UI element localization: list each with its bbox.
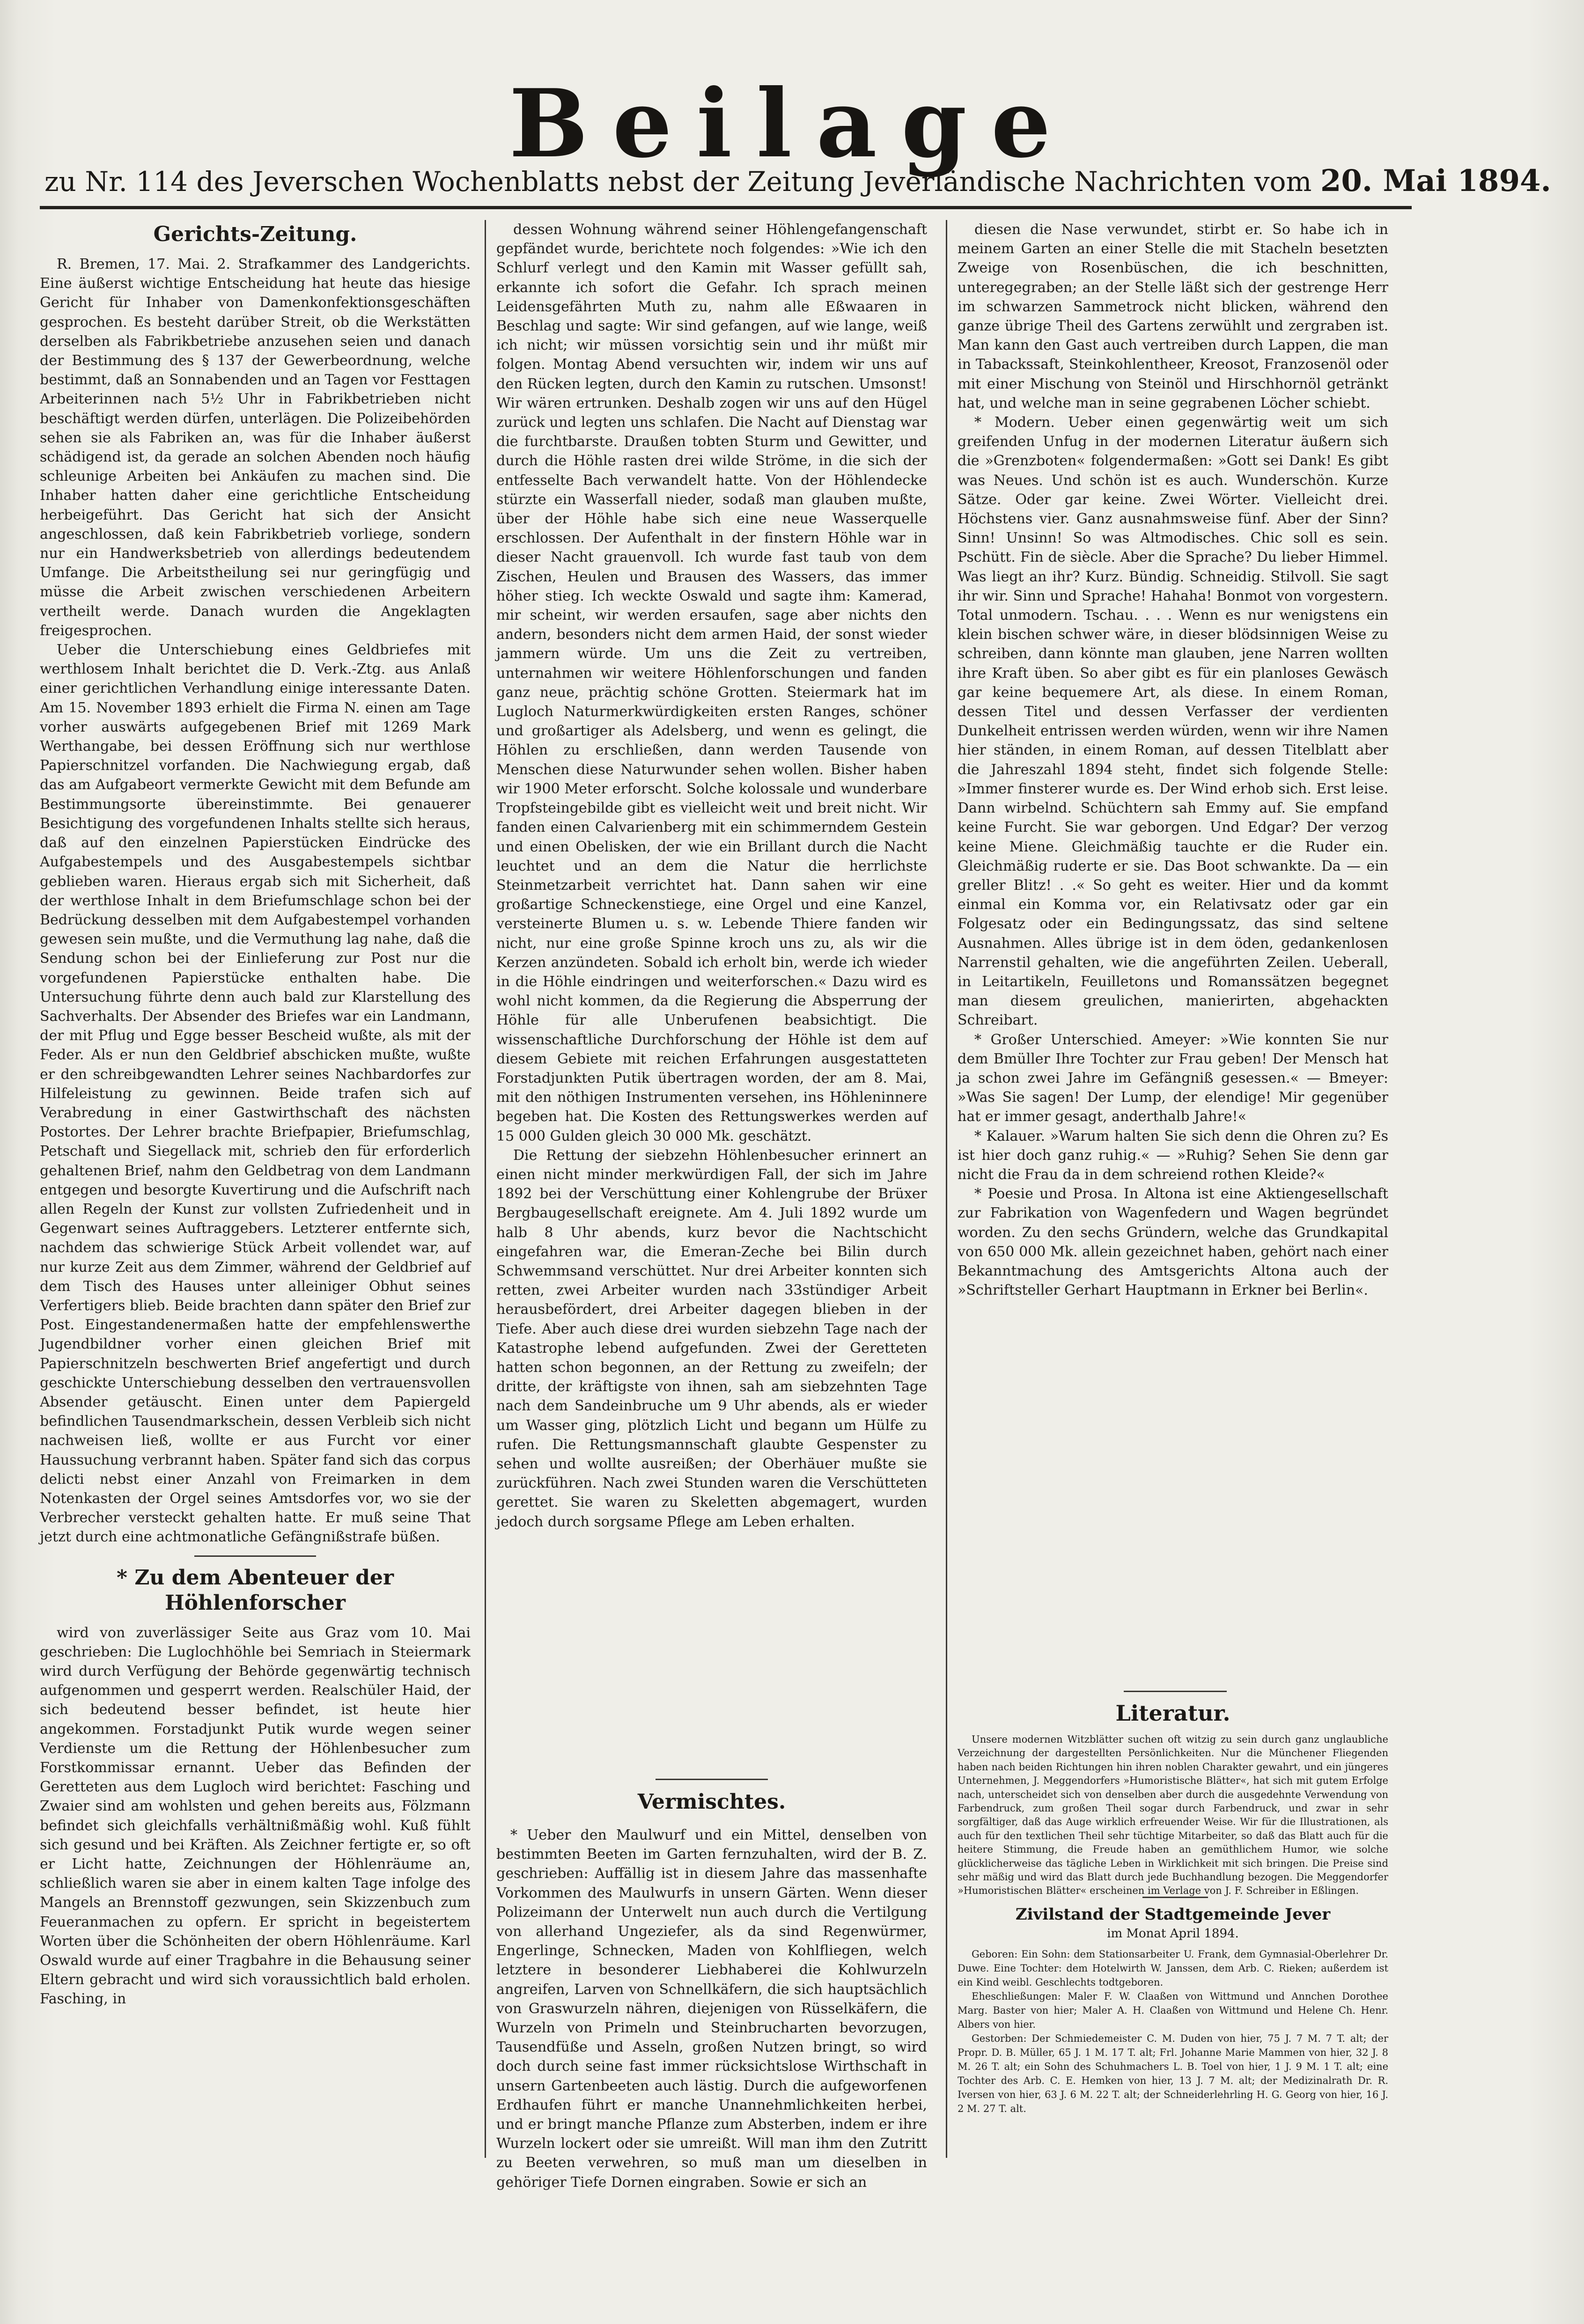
section-heading-vermischtes: Vermischtes. [637,1790,786,1814]
subtitle-text: zu Nr. 114 des Jeverschen Wochenblatts nebst der Zeitung Jeverländische Nachrichten vom [44,166,1312,198]
section-rule [1124,1691,1227,1692]
zivilstand-eheschliessungen: Eheschließungen: Maler F. W. Claaßen von Wittmund und Annchen Dorothee Marg. Baster von hier; Maler A. H. Claaßen von Wittmund und Helene Ch. Henr. Albers von hier. [958,1991,1388,2030]
article-rettung: Die Rettung der siebzehn Höhlenbesucher erinnert an einen nicht minder merkwürdigen Fall, der sich im Jahre 1892 bei der Verschüttung einer Kohlengrube der Brüxer Bergbaugesellschaft ereignete. Am 4. Juli 1892 wurde um halb 8 Uhr abends, kurz bevor die Nachtschicht eingefahren war, die Emeran-Zeche bei Bilin durch Schwemmsand verschüttet. Nur drei Arbeiter konnten sich retten, zwei Arbeiter wurden nach 33stündiger Arbeit herausbefördert, drei Arbeiter dagegen blieben in der Tiefe. Aber auch diese drei wurden siebzehn Tage nach der Katastrophe lebend aufgefunden. Zwei der Geretteten hatten schon begonnen, an der Rettung zu zweifeln; der dritte, der kräftigste von ihnen, sah am siebzehnten Tage nach dem Sandeinbruche um 9 Uhr abends, als er wieder um Wasser ging, plötzlich Licht und begann um Hülfe zu rufen. Die Rettungsmannschaft glaubte Gespenster zu sehen und wollte ausreißen; der Oberhäuer mußte sie zurückführen. Nach zwei Stunden waren die Verschütteten gerettet. Sie waren zu Skeletten abgemagert, wurden jedoch durch sorgsame Pflege am Leben erhalten. [496,1147,927,1530]
article-geldbrief: Ueber die Unterschiebung eines Geldbriefes mit werthlosem Inhalt berichtet die D. Verk.-Ztg. aus Anlaß einer gerichtlichen Verhandlung einige interessante Daten. Am 15. November 1893 erhielt die Firma N. einen am Tage vorher auswärts aufgegebenen Brief mit 1269 Mark Werthangabe, bei dessen Eröffnung sich nur werthlose Papierschnitzel vorfanden. Die Nachwiegung ergab, daß das am Aufgabeort vermerkte Gewicht mit dem Befunde am Bestimmungsorte übereinstimmte. Bei genauerer Besichtigung des vorgefundenen Inhalts stellte sich heraus, daß auf den einzelnen Papierstücken Eindrücke des Aufgabestempels und des Ausgabestempels sichtbar geblieben waren. Hieraus ergab sich mit Sicherheit, daß der werthlose Inhalt in dem Briefumschlage schon bei der Bedrückung desselben mit dem Aufgabestempel vorhanden gewesen sein mußte, und die Vermuthung lag nahe, daß die Sendung schon bei der Einlieferung zur Post nur die vorgefundenen Papierstücke enthalten habe. Die Untersuchung führte denn auch bald zur Klarstellung des Sachverhalts. Der Absender des Briefes war ein Landmann, der mit Pflug und Egge besser Bescheid wußte, als mit der Feder. Als er nun den Geldbrief abschicken mußte, wußte er den schreibgewandten Lehrer seines Nachbardorfes zur Hilfeleistung zu gewinnen. Beide trafen sich auf Verabredung in einer Gastwirthschaft des nächsten Postortes. Der Lehrer brachte Briefpapier, Briefumschlag, Petschaft und Siegellack mit, schrieb den für erforderlich gehaltenen Brief, nahm den Geldbetrag von dem Landmann entgegen und besorgte Kuvertirung und die Aufschrift nach allen Regeln der Kunst zur vollsten Zufriedenheit und in Gegenwart seines Auftraggebers. Letzterer entfernte sich, nachdem das schwierige Stück Arbeit vollendet war, auf nur kurze Zeit aus dem Zimmer, während der Geldbrief auf dem Tisch des Hauses unter alleiniger Obhut seines Verfertigers blieb. Beide brachten dann später den Brief zur Post. Eingestandenermaßen hatte der empfehlenswerthe Jugendbildner vorher einen gleichen Brief mit Papierschnitzeln beschwerten Brief angefertigt und durch geschickte Unterschiebung desselben den vertrauensvollen Absender getäuscht. Einen unter dem Papiergeld befindlichen Tausendmarkschein, dessen Verbleib sich nicht nachweisen ließ, wollte er aus Furcht vor einer Haussuchung verbrannt haben. Später fand sich das corpus delicti nebst einer Anzahl von Freimarken in dem Notenkasten der Orgel seines Amtsdorfes vor, wo sie der Verbrecher versteckt gehalten hatte. Er muß seine That jetzt durch eine achtmonatliche Gefängnißstrafe büßen. [40,642,471,1546]
masthead-title: Beilage [509,69,1075,179]
column-rule [946,220,947,2158]
section-heading-gerichts: Gerichts-Zeitung. [153,222,357,246]
article-hoehle-cont: dessen Wohnung während seiner Höhlengefangenschaft gepfändet wurde, berichtete noch folgendes: »Wie ich den Schlurf verlegt und den Kamin mit Wasser gefüllt sah, erkannte ich sofort die Gefahr. Ich sprach meinen Leidensgefährten Muth zu, nahm alle Eßwaaren in Beschlag und sagte: Wir sind gefangen, auf wie lange, weiß ich nicht; wir müssen vorsichtig sein und ihr müßt mir folgen. Montag Abend versuchten wir, indem wir uns auf den Rücken legten, durch den Kamin zu rutschen. Umsonst! Wir wären ertrunken. Deshalb zogen wir uns auf den Hügel zurück und legten uns schlafen. Die Nacht auf Dienstag war die furchtbarste. Draußen tobten Sturm und Gewitter, und durch die Höhle rasten drei wilde Ströme, in die sich der entfesselte Bach verwandelt hatte. Von der Höhlendecke stürzte ein Wasserfall nieder, sodaß man glauben mußte, über der Höhle habe sich eine neue Wasserquelle erschlossen. Der Aufenthalt in der finstern Höhle war in dieser Nacht grauenvoll. Ich wurde fast taub von dem Zischen, Heulen und Brausen des Wassers, das immer höher stieg. Ich weckte Oswald und sagte ihm: Kamerad, mir scheint, wir werden ersaufen, sage aber nichts den andern, besonders nicht dem armen Haid, der sonst wieder jammern würde. Um uns die Zeit zu vertreiben, unternahmen wir weitere Höhlenforschungen und fanden ganz neue, prächtig schöne Grotten. Steiermark hat im Lugloch Naturmerkwürdigkeiten ersten Ranges, schöner und großartiger als Adelsberg, und wenn es gelingt, die Höhlen zu erschließen, dann werden Tausende von Menschen diese Naturwunder sehen wollen. Bisher haben wir 1900 Meter erforscht. Solche kolossale und wunderbare Tropfsteingebilde gibt es vielleicht weit und breit nicht. Wir fanden einen Calvarienberg mit ein schimmerndem Gestein und einen Obelisken, der wie ein Brillant durch die Nacht leuchtet und an dem die Natur die herrlichste Steinmetzarbeit verrichtet hat. Dann sahen wir eine großartige Schneckenstiege, eine Orgel und eine Kanzel, versteinerte Blumen u. s. w. Lebende Thiere fanden wir nicht, nur eine große Spinne kroch uns zu, als wir die Kerzen anzündeten. Sobald ich erholt bin, werde ich wieder in die Höhle eindringen und weiterforschen.« Dazu wird es wohl nicht kommen, da die Regierung die Absperrung der Höhle für alle Unberufenen beabsichtigt. Die wissenschaftliche Durchforschung der Höhle ist dem auf diesem Gebiete mit reichen Erfahrungen ausgestatteten Forstadjunkten Putik übertragen worden, der am 8. Mai, mit den nöthigen Instrumenten versehen, ins Höhleninnere begeben hat. Die Kosten des Rettungswerkes werden auf 15 000 Gulden gleich 30 000 Mk. geschätzt. [496,221,927,1144]
zivilstand-month: im Monat April 1894. [1107,1927,1239,1941]
masthead-subtitle [44,163,1551,198]
article-bremen: R. Bremen, 17. Mai. 2. Strafkammer des Landgerichts. Eine äußerst wichtige Entscheidung hat heute das hiesige Gericht für Inhaber von Damenkonfektionsgeschäften gesprochen. Es besteht darüber Streit, ob die Werkstätten derselben als Fabrikbetriebe anzusehen seien und danach der Bestimmung des § 137 der Gewerbeordnung, welche bestimmt, daß an Sonnabenden und an Tagen vor Festtagen Arbeiterinnen nach 5½ Uhr in Fabrikbetrieben nicht beschäftigt werden dürfen, unterlägen. Die Polizeibehörden sehen sie als Fabriken an, was für die Inhaber äußerst schädigend ist, da gerade an solchen Abenden noch häufig schleunige Arbeiten bei Ankäufen zu machen sind. Die Inhaber hatten daher eine gerichtliche Entscheidung herbeigeführt. Das Gericht hat sich der Ansicht angeschlossen, daß kein Fabrikbetrieb vorliege, sondern nur ein Handwerksbetrieb von allerdings bedeutendem Umfange. Die Arbeitstheilung sei nur geringfügig und müsse die Arbeit zwischen verschiedenen Arbeitern vertheilt werde. Danach wurden die Angeklagten freigesprochen. [40,256,471,639]
article-hoehlenforscher: wird von zuverlässiger Seite aus Graz vom 10. Mai geschrieben: Die Luglochhöhle bei Semriach in Steiermark wird durch Verfügung der Behörde gegenwärtig technisch aufgenommen und gesperrt werden. Realschüler Haid, der sich bedeutend besser befindet, ist heute hier angekommen. Forstadjunkt Putik wurde wegen seiner Verdienste um die Rettung der Höhlenbesucher zum Forstkommissar ernannt. Ueber das Befinden der Geretteten aus dem Lugloch wird berichtet: Fasching und Zwaier sind am wohlsten und gehen bereits aus, Fölzmann befindet sich gleichfalls verhältnißmäßig wohl. Kuß fühlt sich gesund und bei Kräften. Als Zeichner fertigte er, so oft er Licht hatte, Zeichnungen der Höhlenräume an, schließlich waren sie aber in einem kalten Tage infolge des Mangels an Brennstoff gezwungen, sein Skizzenbuch zum Feueranmachen zu opfern. Er spricht in begeistertem Worten über die Schönheiten der obern Höhlenräume. Karl Oswald wurde auf einer Tragbahre in die Behausung seiner Eltern gebracht und wird sich voraussichtlich bald erholen. Fasching, in [40,1624,471,2008]
article-poesie: * Poesie und Prosa. In Altona ist eine Aktiengesellschaft zur Fabrikation von Wagenfedern und Wagen begründet worden. Zu den sechs Gründern, welche das Grundkapital von 650 000 Mk. allein gezeichnet haben, gehört nach einer Bekanntmachung des Amtsgerichts Altona auch der »Schriftsteller Gerhart Hauptmann in Erkner bei Berlin«. [958,1186,1388,1299]
literatur-text: Unsere modernen Witzblätter suchen oft witzig zu sein durch ganz unglaubliche Verzeichnung der dargestellten Persönlichkeiten. Nur die Münchener Fliegenden haben nach beiden Richtungen hin ihren noblen Charakter gewahrt, und ein jüngeres Unternehmen, J. Meggendorfers »Humoristische Blätter«, hat sich mit gutem Erfolge nach, unterscheidet sich von denselben aber durch die ausgedehnte Verwendung von Farbendruck, zum großen Theil sogar durch Farbendruck, und zwar in sehr sorgfältiger, daß das Auge wirklich erfreuender Weise. Wir für die Illustrationen, als auch für den textlichen Theil sehr tüchtige Mitarbeiter, so daß das Blatt auch für die heitere Stimmung, die Freude haben an gemüthlichem Humor, wie solche glücklicherweise das tägliche Leben in Wirklichkeit mit sich bringen. Die Preise sind sehr mäßig und wird das Blatt durch jede Buchhandlung bezogen. Die Meggendorfer »Humoristischen Blätter« erscheinen im Verlage von J. F. Schreiber in Eßlingen. [958,1734,1388,1897]
issue-date: 20. Mai 1894. [1320,163,1551,198]
section-rule [1142,1897,1208,1898]
header-rule [40,206,1412,209]
article-kalauer: * Kalauer. »Warum halten Sie sich denn die Ohren zu? Es ist hier doch ganz ruhig.« — »Ruhig? Sehen Sie denn gar nicht die Frau da in dem schreiend rothen Kleide?« [958,1128,1388,1183]
article-maulwurf [496,1825,927,2191]
article-maulwurf-cont: diesen die Nase verwundet, stirbt er. So habe ich in meinem Garten an einer Stelle die mit Stacheln besetzten Zweige von Rosenbüschen, die ich beschnitten, unteregegraben; an der Stelle läßt sich der gestrenge Herr im schwarzen Sammetrock nicht blicken, während den ganze übrige Theil des Gartens zerwühlt und zergraben ist. Man kann den Gast auch vertreiben durch Lappen, die man in Tabackssaft, Steinkohlentheer, Kreosot, Franzosenöl oder mit einer Mischung von Steinöl und Hirschhornöl getränkt hat, und welche man in seine gegrabenen Löcher schiebt. [958,221,1388,411]
zivilstand-geboren: Geboren: Ein Sohn: dem Stationsarbeiter U. Frank, dem Gymnasial-Oberlehrer Dr. Duwe. Eine Tochter: dem Hotelwirth W. Janssen, dem Arb. C. Rieken; außerdem ist ein Kind weibl. Geschlechts todtgeboren. [958,1949,1388,1988]
article-maulwurf-text: * Ueber den Maulwurf und ein Mittel, denselben von bestimmten Beeten im Garten fernzuhalten, wird der B. Z. geschrieben: Auffällig ist in diesem Jahre das massenhafte Vorkommen des Maulwurfs in unsern Gärten. Wenn dieser Polizeimann der Unterwelt nun auch durch die Vertilgung von allerhand Ungeziefer, als da sind Regenwürmer, Engerlinge, Schnecken, Maden von Kohlfliegen, welch letztere in besonderer Liebhaberei die Kohlwurzeln angreifen, Larven von Schnellkäfern, die sich hauptsächlich von Graswurzeln nähren, diejenigen von Rüsselkäfern, die Wurzeln von Primeln und Steinbrucharten bevorzugen, Tausendfüße und Asseln, großen Nutzen bringt, so wird doch durch seine fast immer rücksichtslose Wirthschaft in unsern Gartenbeeten auch lästig. Durch die aufgeworfenen Erdhaufen führt er manche Unannehmlichkeiten herbei, und er bringt manche Pflanze zum Absterben, indem er ihre Wurzeln lockert oder sie umreißt. Will man ihm den Zutritt zu Beeten verwehren, so muß man um dieselben in gehöriger Tiefe Dornen eingraben. Sowie er sich an [496,1827,927,2191]
article-divider [194,1555,316,1557]
article-unterschied: * Großer Unterschied. Ameyer: »Wie konnten Sie nur dem Bmüller Ihre Tochter zur Frau geben! Der Mensch hat ja schon zwei Jahre im Gefängniß gesessen.« — Bmeyer: »Was Sie sagen! Der Lump, der elendige! Mir gegenüber hat er immer gesagt, anderthalb Jahre!« [958,1031,1388,1125]
section-heading-hoehlenforscher: * Zu dem Abenteuer der Höhlenforscher [116,1565,394,1615]
section-heading-literatur: Literatur. [1115,1701,1230,1726]
column-rule [485,220,486,2158]
column-1 [40,220,471,2163]
literatur-notice [958,1733,1388,1897]
column-3 [958,220,1388,1685]
article-modern: * Modern. Ueber einen gegenwärtig weit um sich greifenden Unfug in der modernen Literatur äußern sich die »Grenzboten« folgendermaßen: »Gott sei Dank! Es gibt was Neues. Und schön ist es auch. Wunderschön. Kurze Sätze. Oder gar keine. Zwei Wörter. Vielleicht drei. Höchstens vier. Ganz ausnahmsweise fünf. Aber der Sinn? Sinn! Unsinn! So was Altmodisches. Chic soll es sein. Pschütt. Fin de siècle. Aber die Sprache? Du lieber Himmel. Was liegt an ihr? Kurz. Bündig. Schneidig. Stilvoll. Sie sagt ihr wir. Sinn und Sprache! Hahaha! Bonmot von vorgestern. Total unmodern. Tschau. . . . Wenn es nur wenigstens ein klein bischen schwer wäre, in dieser blödsinnigen Weise zu schreiben, dann könnte man glauben, jene Narren wollten ihre Kraft üben. So aber gibt es für ein planloses Gewäsch gar keine bequemere Art, als diese. In einem Roman, dessen Titel und dessen Verfasser der verdienten Dunkelheit entrissen werden würden, wenn wir ihre Namen hier ständen, in einem Roman, auf dessen Titelblatt aber die Jahreszahl 1894 steht, findet sich folgende Stelle: »Immer finsterer wurde es. Der Wind erhob sich. Erst leise. Dann wirbelnd. Schüchtern sah Emmy auf. Sie empfand keine Furcht. Sie war geborgen. Und Edgar? Der verzog keine Miene. Gleichmäßig tauchte er die Ruder ein. Gleichmäßig ruderte er sie. Das Boot schwankte. Da — ein greller Blitz! . .« So geht es weiter. Hier und da kommt einmal ein Komma vor, ein Relativsatz oder gar ein Folgesatz oder ein Bedingungssatz, das sind seltene Ausnahmen. Alles übrige ist in dem öden, gedankenlosen Narrenstil gehalten, wie die angeführten Zeilen. Ueberall, in Leitartikeln, Feuilletons und Romanssätzen begegnet man diesem greulichen, manierirten, abgehackten Schreibart. [958,414,1388,1029]
section-rule [656,1779,768,1780]
column-2 [496,220,927,1765]
zivilstand-list [958,1947,1388,2163]
zivilstand-gestorben: Gestorben: Der Schmiedemeister C. M. Duden von hier, 75 J. 7 M. 7 T. alt; der Propr. D. B. Müller, 65 J. 1 M. 17 T. alt; Frl. Johanne Marie Mammen von hier, 32 J. 8 M. 26 T. alt; ein Sohn des Schuhmachers L. B. Toel von hier, 1 J. 9 M. 1 T. alt; eine Tochter des Arb. C. E. Hemken von hier, 13 J. 7 M. alt; der Medizinalrath Dr. R. Iversen von hier, 63 J. 6 M. 22 T. alt; der Schneiderlehrling H. G. Georg von hier, 16 J. 2 M. 27 T. alt. [958,2033,1388,2114]
section-heading-zivilstand: Zivilstand der Stadtgemeinde Jever [1015,1905,1331,1924]
